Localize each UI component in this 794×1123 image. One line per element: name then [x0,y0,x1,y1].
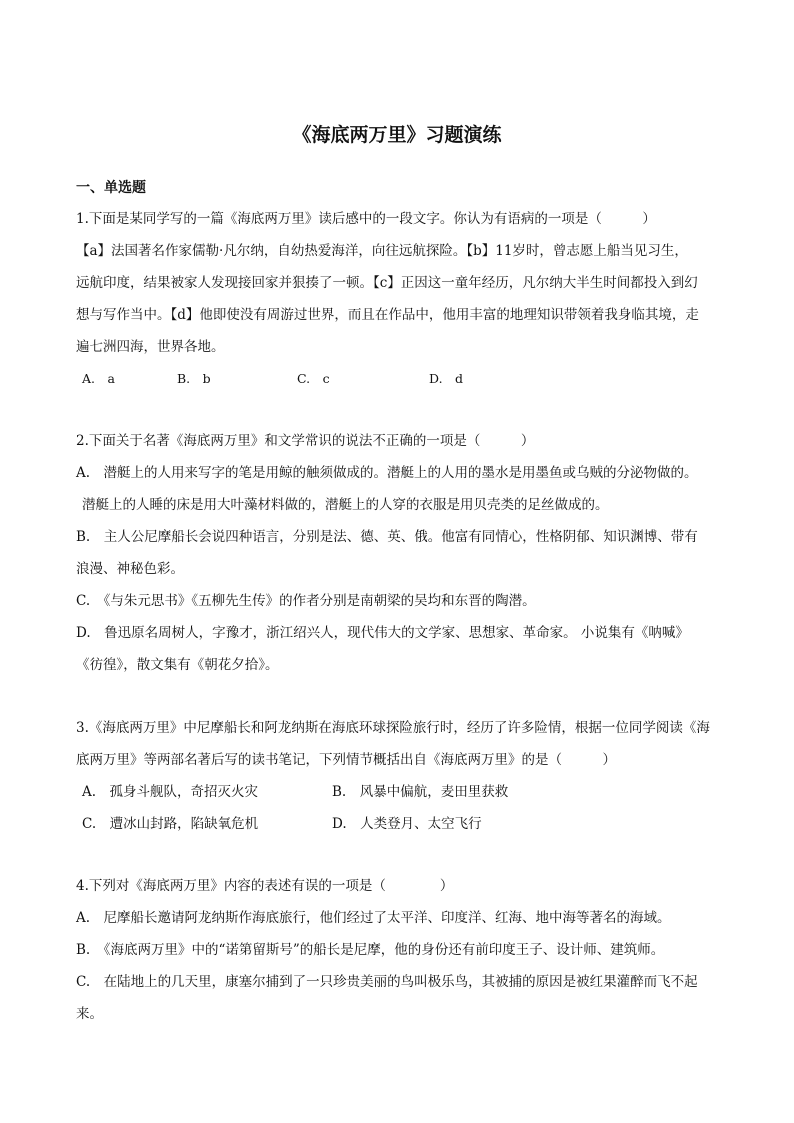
option-c-continued: 来。 [76,1006,103,1022]
question-4 [76,870,726,1030]
option-a[interactable]: A. a [82,371,115,386]
question-passage-line: 遍七洲四海，世界各地。 [76,339,225,355]
option-a-continued: 潜艇上的人睡的床是用大叶藻材料做的，潜艇上的人穿的衣服是用贝壳类的足丝做成的。 [82,497,609,513]
answer-options [82,363,726,395]
option-b[interactable]: B. 主人公尼摩船长会说四种语言，分别是法、德、英、俄。他富有同情心，性格阴郁、知识渊博、带有 [76,529,698,545]
question-passage-line: 想与写作当中。【d】他即使没有周游过世界，而且在作品中，他用丰富的地理知识带领着我身临其境，走 [76,307,699,323]
option-b-continued: 浪漫、神秘色彩。 [76,561,184,577]
page-title: 《海底两万里》习题演练 [292,124,502,146]
section-heading: 一、单选题 [76,180,146,196]
option-b[interactable]: B. 《海底两万里》中的“诺第留斯号”的船长是尼摩，他的身份还有前印度王子、设计师、建筑师。 [76,942,665,958]
option-d[interactable]: D. d [429,371,464,386]
question-2 [76,425,726,681]
option-a[interactable]: A. 尼摩船长邀请阿龙纳斯作海底旅行，他们经过了太平洋、印度洋、红海、地中海等著名的海域。 [76,910,671,926]
question-passage-line: 远航印度，结果被家人发现接回家并狠揍了一顿。【c】正因这一童年经历，凡尔纳大半生时间都投入到幻 [76,275,698,291]
option-d-continued: 《彷徨》，散文集有《朝花夕拾》。 [76,657,279,673]
question-stem: 2.下面关于名著《海底两万里》和文学常识的说法不正确的一项是（ ） [76,433,535,449]
option-b[interactable]: B. 风暴中偏航，麦田里获救 [332,784,509,800]
question-1 [76,203,726,395]
option-c[interactable]: C. c [297,371,330,386]
question-3 [76,712,726,840]
option-c[interactable]: C. 《与朱元思书》《五柳先生传》的作者分别是南朝梁的吴均和东晋的陶潜。 [76,593,536,609]
question-stem: 3.《海底两万里》中尼摩船长和阿龙纳斯在海底环球探险旅行时，经历了许多险情，根据一位同学阅读《海 [76,720,710,736]
option-c[interactable]: C. 在陆地上的几天里，康塞尔捕到了一只珍贵美丽的鸟叫极乐鸟，其被捕的原因是被红果灌醉而飞不起 [76,974,698,990]
option-b[interactable]: B. b [177,371,211,386]
question-stem: 1.下面是某同学写的一篇《海底两万里》读后感中的一段文字。你认为有语病的一项是（ ） [76,211,656,227]
option-a[interactable]: A. 孤身斗舰队，奇招灭火灾 [82,784,259,800]
question-passage-line: 【a】法国著名作家儒勒·凡尔纳，自幼热爱海洋，向往远航探险。【b】11岁时，曾志愿上船当见习生， [76,243,688,259]
option-a[interactable]: A. 潜艇上的人用来写字的笔是用鲸的触须做成的。潜艇上的人用的墨水是用墨鱼或乌贼的分泌物做的。 [76,465,698,481]
option-c[interactable]: C. 遭冰山封路，陷缺氧危机 [82,816,259,832]
question-stem: 4.下列对《海底两万里》内容的表述有误的一项是（ ） [76,878,454,894]
option-d[interactable]: D. 人类登月、太空飞行 [332,816,482,832]
option-d[interactable]: D. 鲁迅原名周树人，字豫才，浙江绍兴人，现代伟大的文学家、思想家、革命家。 小说集有《呐喊》 [76,625,689,641]
answer-options [82,776,726,840]
question-stem-continued: 底两万里》等两部名著后写的读书笔记，下列情节概括出自《海底两万里》的是（ ） [76,752,616,768]
